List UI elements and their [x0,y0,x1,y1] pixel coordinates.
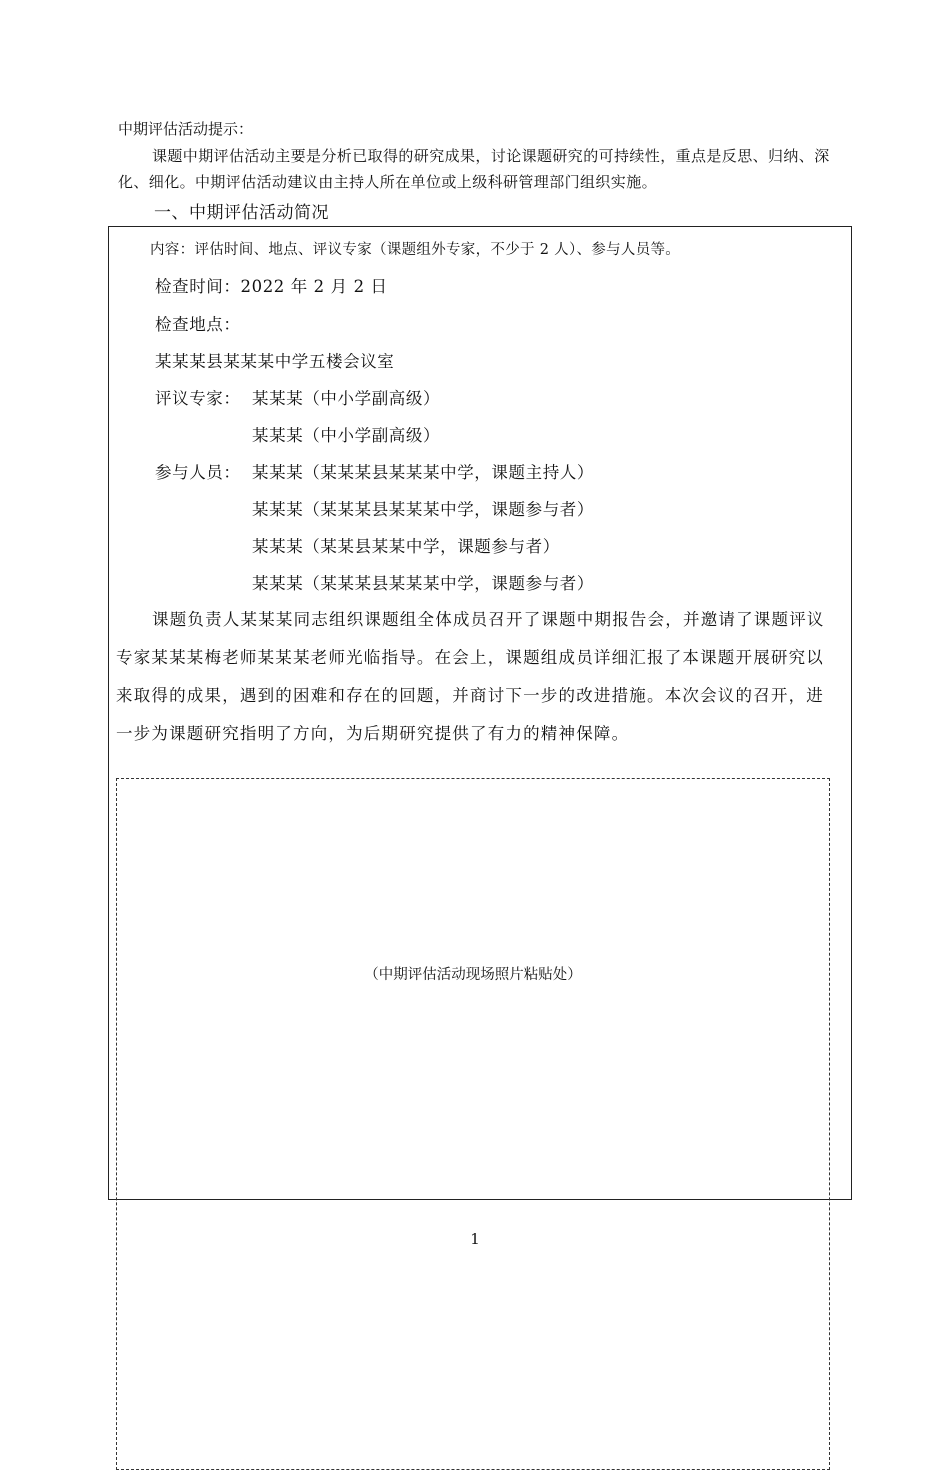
photo-placeholder-box [116,778,830,1470]
participant-item: 某某某（某某某县某某某中学，课题参与者） [252,500,594,519]
section-heading: 一、中期评估活动简况 [154,203,329,223]
hint-title: 中期评估活动提示： [118,120,254,138]
expert-item: 某某某（中小学副高级） [252,426,441,445]
photo-placeholder-label: （中期评估活动现场照片粘贴处） [364,967,582,983]
experts-label: 评议专家： [155,389,241,408]
participant-item: 某某某（某某某县某某某中学，课题主持人） [252,463,594,482]
meeting-summary: 课题负责人某某某同志组织课题组全体成员召开了课题中期报告会，并邀请了课题评议专家某某某梅老师某某某老师光临指导。在会上，课题组成员详细汇报了本课题开展研究以来取得的成果，遇到的困难和存在的回题，并商讨下一步的改进措施。本次会议的召开，进一步为课题研究指明了方向，为后期研究提供了有力的精神保障。 [116,610,825,743]
participant-item: 某某某（某某县某某中学，课题参与者） [252,537,560,556]
page-number: 1 [470,1230,480,1248]
check-place-value: 某某某县某某某中学五楼会议室 [155,352,395,371]
check-place-label: 检查地点： [155,315,241,334]
content-note: 内容：评估时间、地点、评议专家（课题组外专家，不少于 2 人）、参与人员等。 [150,242,681,258]
check-time: 检查时间：2022 年 2 月 2 日 [155,277,388,296]
participant-item: 某某某（某某某县某某某中学，课题参与者） [252,574,594,593]
expert-item: 某某某（中小学副高级） [252,389,441,408]
participants-label: 参与人员： [155,463,241,482]
hint-body: 课题中期评估活动主要是分析已取得的研究成果，讨论课题研究的可持续性，重点是反思、归纳、深化、细化。中期评估活动建议由主持人所在单位或上级科研管理部门组织实施。 [118,147,830,191]
